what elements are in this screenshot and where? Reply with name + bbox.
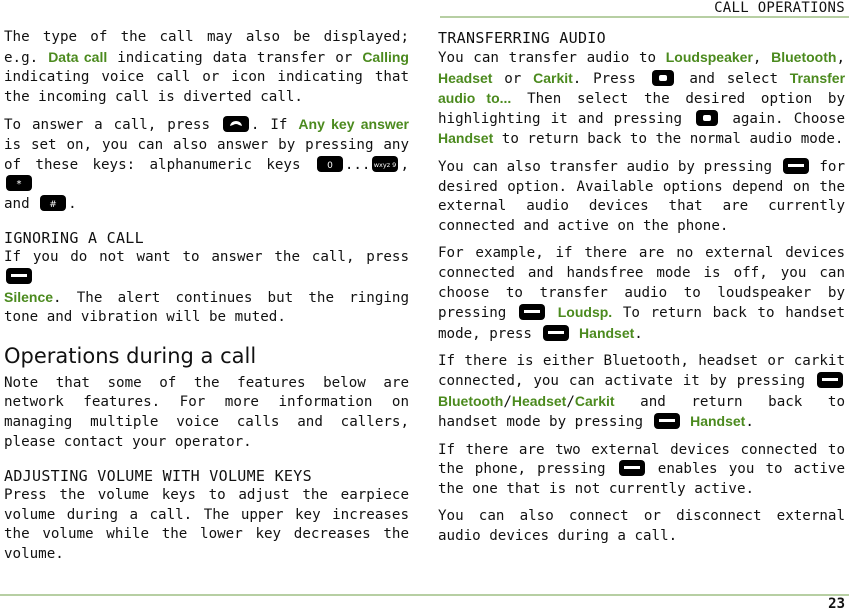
page-header — [0, 0, 849, 19]
paragraph-volume-keys: Press the volume keys to adjust the earpiece volume during a call. The upper key increases the volume while the lower key decreases the volume. — [4, 487, 409, 562]
keyword-headset: Headset — [438, 69, 493, 86]
star-key-label: * — [16, 179, 22, 191]
page-footer — [0, 594, 849, 612]
left-column — [4, 28, 409, 572]
heading-transferring-audio: TRANSFERRING AUDIO — [438, 29, 606, 47]
keyword-data-call: Data call — [48, 48, 108, 65]
header-rule — [440, 16, 849, 18]
keyword-calling: Calling — [362, 48, 409, 65]
softkey-icon — [543, 325, 569, 341]
paragraph-ignore-call: If you do not want to answer the call, press Silence. The alert continues but the ringing tone and vibration will be muted. — [4, 249, 409, 326]
nine-key-icon — [372, 156, 398, 172]
menu-key-icon — [650, 70, 676, 86]
paragraph-answer-call: To answer a call, press . If Any key answer is set on, you can also answer by pressing any of these keys: alphanumeric keys 0 ... wxyz 9 , * and # . — [4, 116, 410, 212]
softkey-icon — [519, 304, 545, 320]
paragraph-transfer-by-softkey: You can also transfer audio by pressing for desired option. Available options depend on the external audio devices that are currently connected and active on the phone. — [438, 158, 845, 234]
softkey-icon — [619, 460, 645, 476]
paragraph-bluetooth-headset-carkit: If there is either Bluetooth, headset or carkit connected, you can activate it by pressing Bluetooth/Headset/Carkit and return back to handset mode by pressing Handset. — [438, 353, 845, 431]
nine-key-label: wxyz 9 — [374, 160, 397, 169]
zero-key-label: 0 — [326, 160, 333, 171]
keyword-carkit: Carkit — [533, 69, 573, 86]
right-column — [438, 28, 845, 555]
hash-key-icon — [40, 195, 66, 211]
zero-key-icon — [317, 156, 343, 172]
heading-ignoring-call: IGNORING A CALL — [4, 229, 144, 248]
softkey-icon — [6, 268, 32, 284]
keyword-loudspeaker: Loudspeaker — [665, 49, 753, 65]
menu-key-icon — [694, 110, 720, 126]
keyword-bluetooth: Bluetooth — [438, 392, 504, 409]
keyword-carkit: Carkit — [574, 392, 615, 409]
keyword-silence: Silence — [4, 288, 54, 305]
paragraph-transfer-audio: You can transfer audio to Loudspeaker, Bluetooth, Headset or Carkit. Press and select Transfer audio to... Then select the desired option by highlighting it and pressing again. Choose Handset to return back to the normal audio mode. — [438, 49, 846, 148]
paragraph-network-features: Note that some of the features below are network features. For more information on managing multiple voice calls and callers, please contact your operator. — [4, 374, 409, 450]
page-number: 23 — [828, 596, 845, 612]
paragraph-two-devices: If there are two external devices connected to the phone, pressing enables you to active the one that is not currently active. — [438, 441, 845, 497]
keyword-any-key-answer: Any key answer — [298, 116, 410, 133]
keyword-transfer-audio-to: Transfer audio to... — [438, 69, 846, 107]
softkey-icon — [654, 413, 680, 429]
paragraph-connect-disconnect: You can also connect or disconnect external audio devices during a call. — [438, 508, 845, 545]
keyword-handset: Handset — [579, 324, 635, 341]
section-title: CALL OPERATIONS — [714, 0, 845, 16]
keyword-headset: Headset — [511, 392, 567, 409]
keyword-loudsp: Loudsp. — [557, 304, 613, 321]
paragraph-call-type: The type of the call may also be displayed; e.g. Data call indicating data transfer or Calling indicating voice call or icon indicating that the incoming call is diverted call. — [4, 29, 409, 105]
call-key-icon — [223, 116, 249, 132]
softkey-icon — [783, 158, 809, 174]
softkey-icon — [817, 372, 843, 388]
heading-operations-during-call: Operations during a call — [4, 343, 257, 368]
keyword-bluetooth: Bluetooth — [771, 49, 837, 65]
heading-adjusting-volume: ADJUSTING VOLUME WITH VOLUME KEYS — [4, 467, 312, 486]
hash-key-label: # — [49, 199, 57, 210]
paragraph-example-loudspeaker: For example, if there are no external devices connected and handsfree mode is off, you can choose to transfer audio to loudspeaker by pressing Loudsp. To return back to handset mode, press Handset. — [438, 245, 846, 342]
footer-rule — [0, 594, 849, 596]
keyword-handset: Handset — [438, 130, 494, 147]
star-key-icon — [6, 175, 32, 191]
keyword-handset: Handset — [690, 413, 746, 430]
